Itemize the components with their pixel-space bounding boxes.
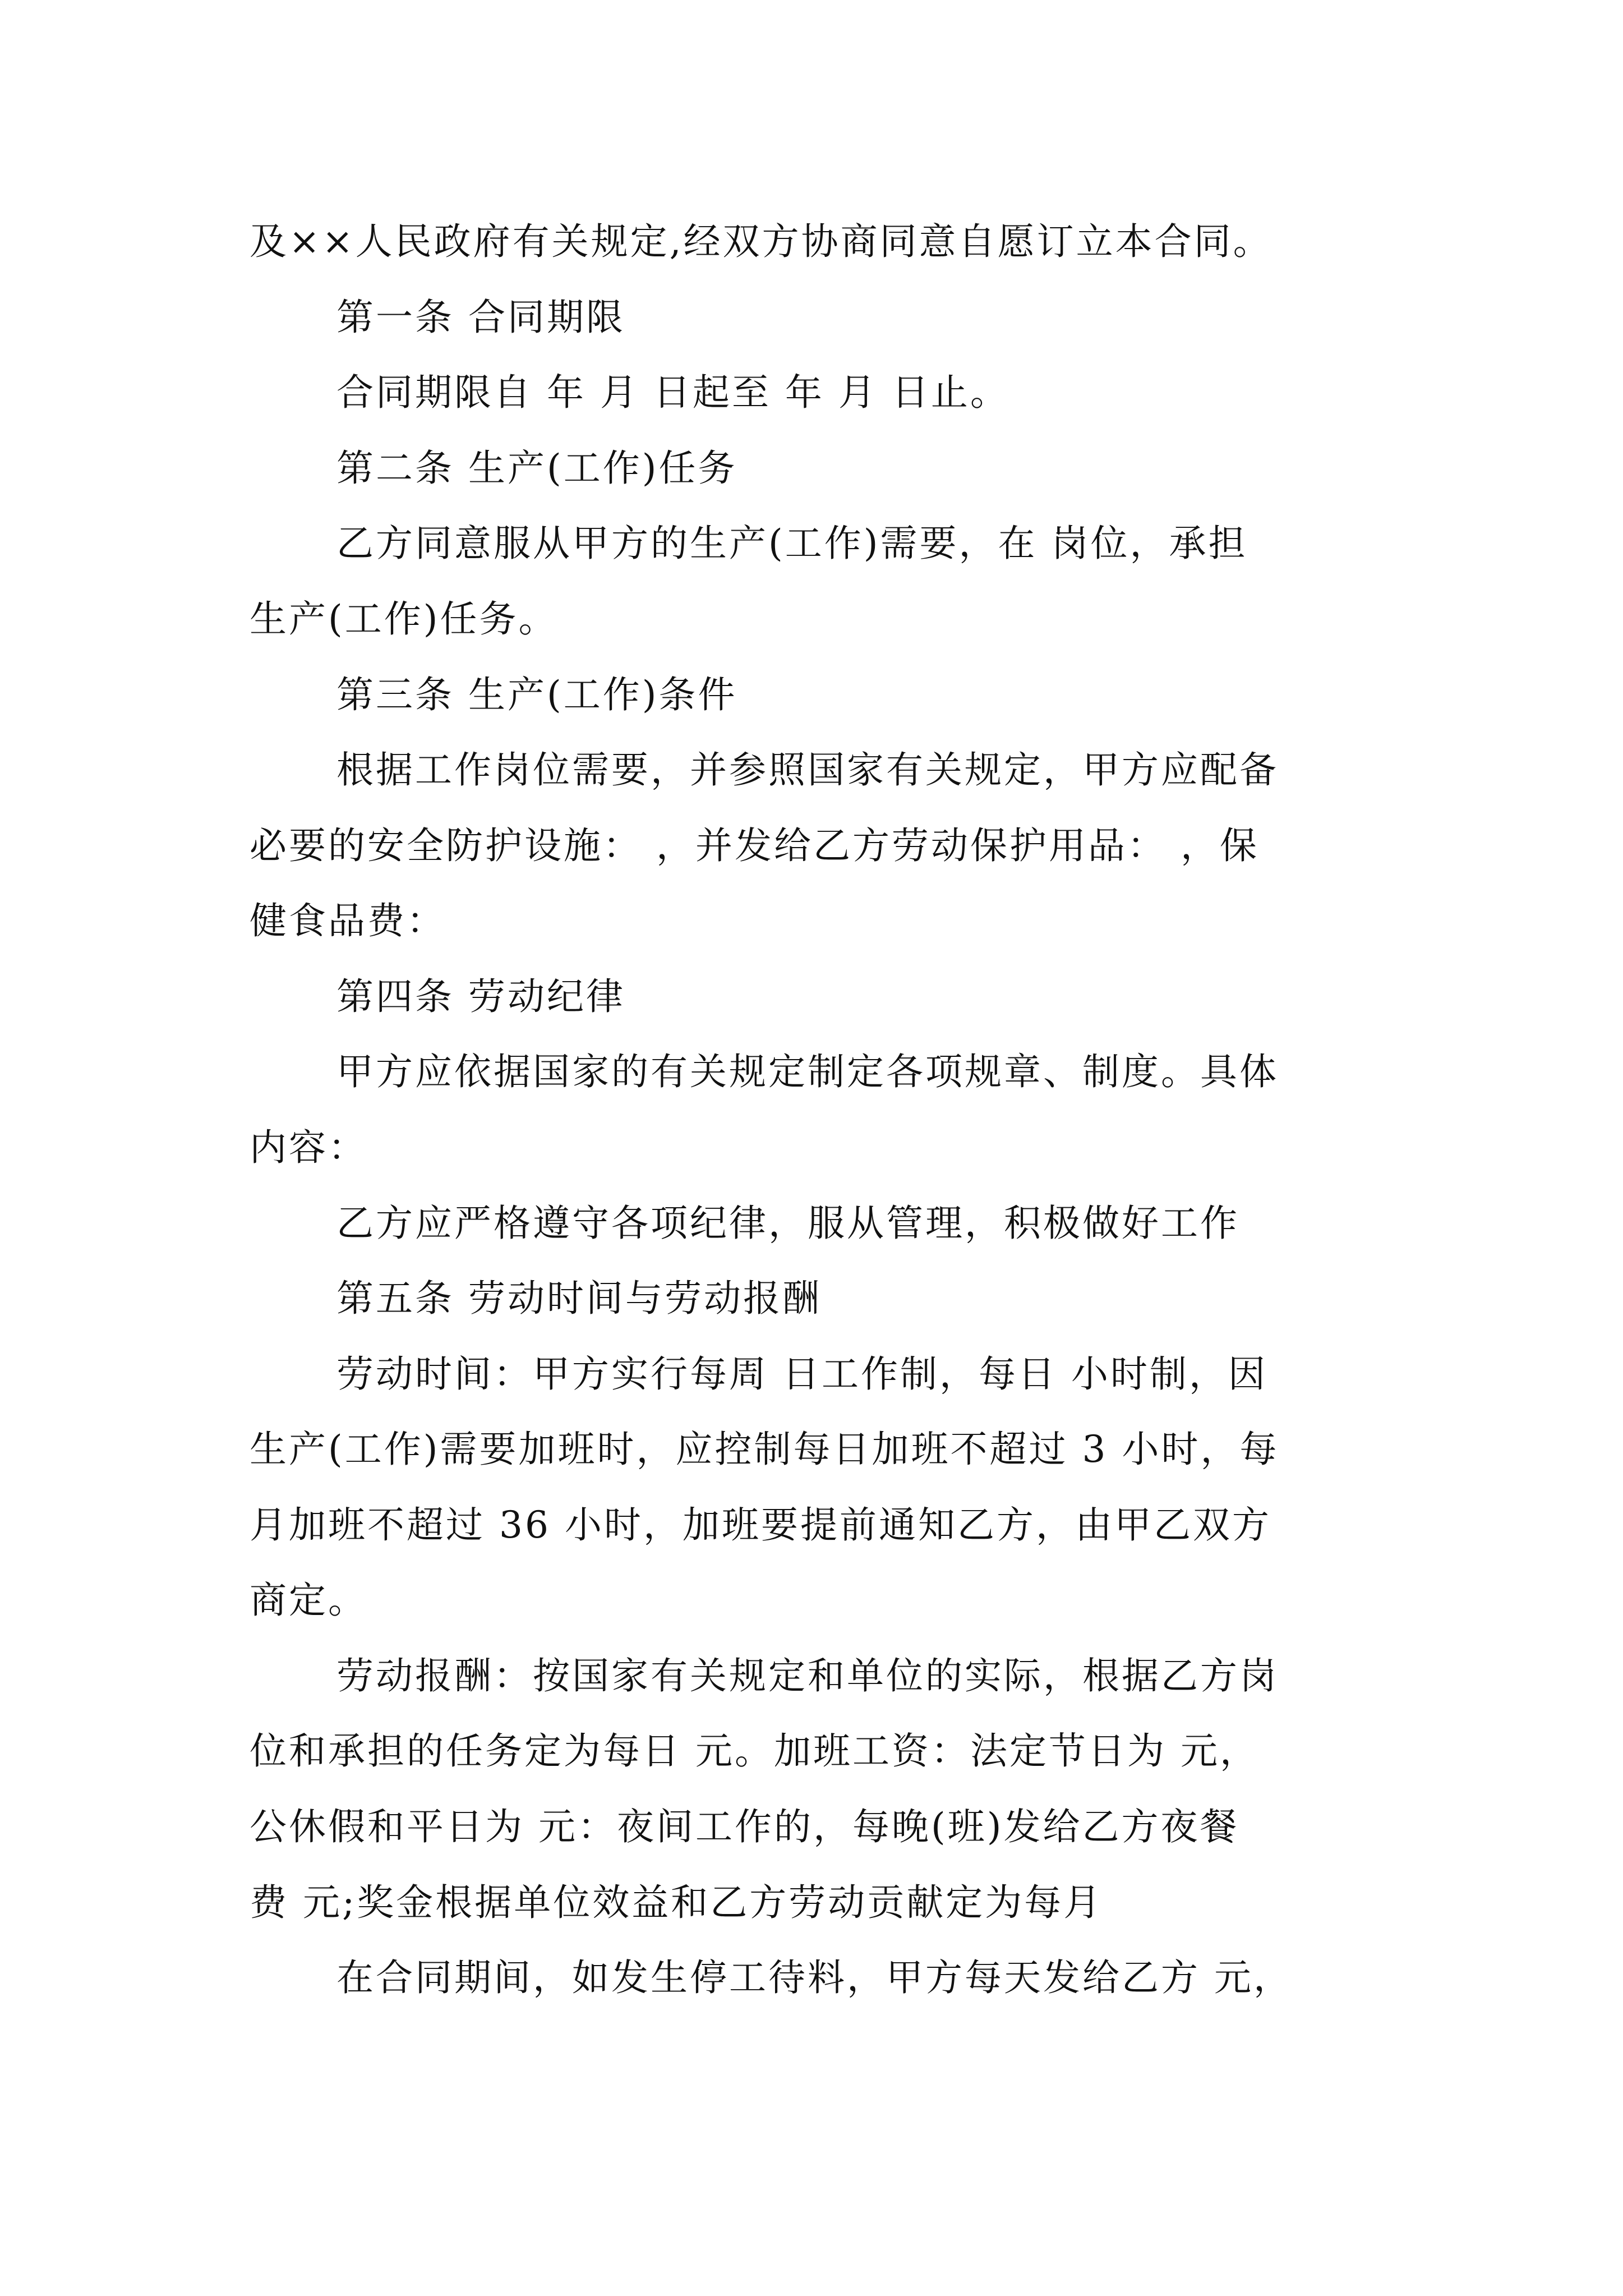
text-line-15: 第五条 劳动时间与劳动报酬 xyxy=(336,1277,822,1320)
text-line-9: 必要的安全防护设施： ，并发给乙方劳动保护用品： ，保 xyxy=(250,824,1259,867)
text-line-10: 健食品费： xyxy=(250,899,446,942)
text-line-21: 位和承担的任务定为每日 元。加班工资：法定节日为 元， xyxy=(250,1729,1259,1773)
text-line-3: 合同期限自 年 月 日起至 年 月 日止。 xyxy=(336,371,1009,414)
text-line-6: 生产(工作)任务。 xyxy=(250,597,558,641)
text-line-16: 劳动时间：甲方实行每周 日工作制，每日 小时制，因 xyxy=(336,1352,1267,1396)
text-line-7: 第三条 生产(工作)条件 xyxy=(336,673,737,716)
text-line-13: 内容： xyxy=(250,1126,367,1169)
text-line-5: 乙方同意服从甲方的生产(工作)需要，在 岗位，承担 xyxy=(336,522,1248,565)
text-line-17: 生产(工作)需要加班时，应控制每日加班不超过 3 小时，每 xyxy=(250,1428,1279,1471)
text-line-8: 根据工作岗位需要，并参照国家有关规定，甲方应配备 xyxy=(336,748,1279,792)
text-line-1: 及××人民政府有关规定,经双方协商同意自愿订立本合同。 xyxy=(250,220,1272,263)
text-line-11: 第四条 劳动纪律 xyxy=(336,975,625,1018)
text-line-2: 第一条 合同期限 xyxy=(336,296,625,339)
text-line-12: 甲方应依据国家的有关规定制定各项规章、制度。具体 xyxy=(336,1050,1279,1093)
text-line-20: 劳动报酬：按国家有关规定和单位的实际，根据乙方岗 xyxy=(336,1654,1279,1697)
text-line-23: 费 元;奖金根据单位效益和乙方劳动贡献定为每月 xyxy=(250,1881,1103,1924)
text-line-4: 第二条 生产(工作)任务 xyxy=(336,447,737,490)
text-line-18: 月加班不超过 36 小时，加班要提前通知乙方，由甲乙双方 xyxy=(250,1503,1271,1547)
text-line-14: 乙方应严格遵守各项纪律，服从管理，积极做好工作 xyxy=(336,1202,1239,1245)
text-line-22: 公休假和平日为 元：夜间工作的，每晚(班)发给乙方夜餐 xyxy=(250,1805,1239,1848)
text-line-24: 在合同期间，如发生停工待料，甲方每天发给乙方 元， xyxy=(336,1956,1293,1999)
text-line-19: 商定。 xyxy=(250,1579,367,1622)
